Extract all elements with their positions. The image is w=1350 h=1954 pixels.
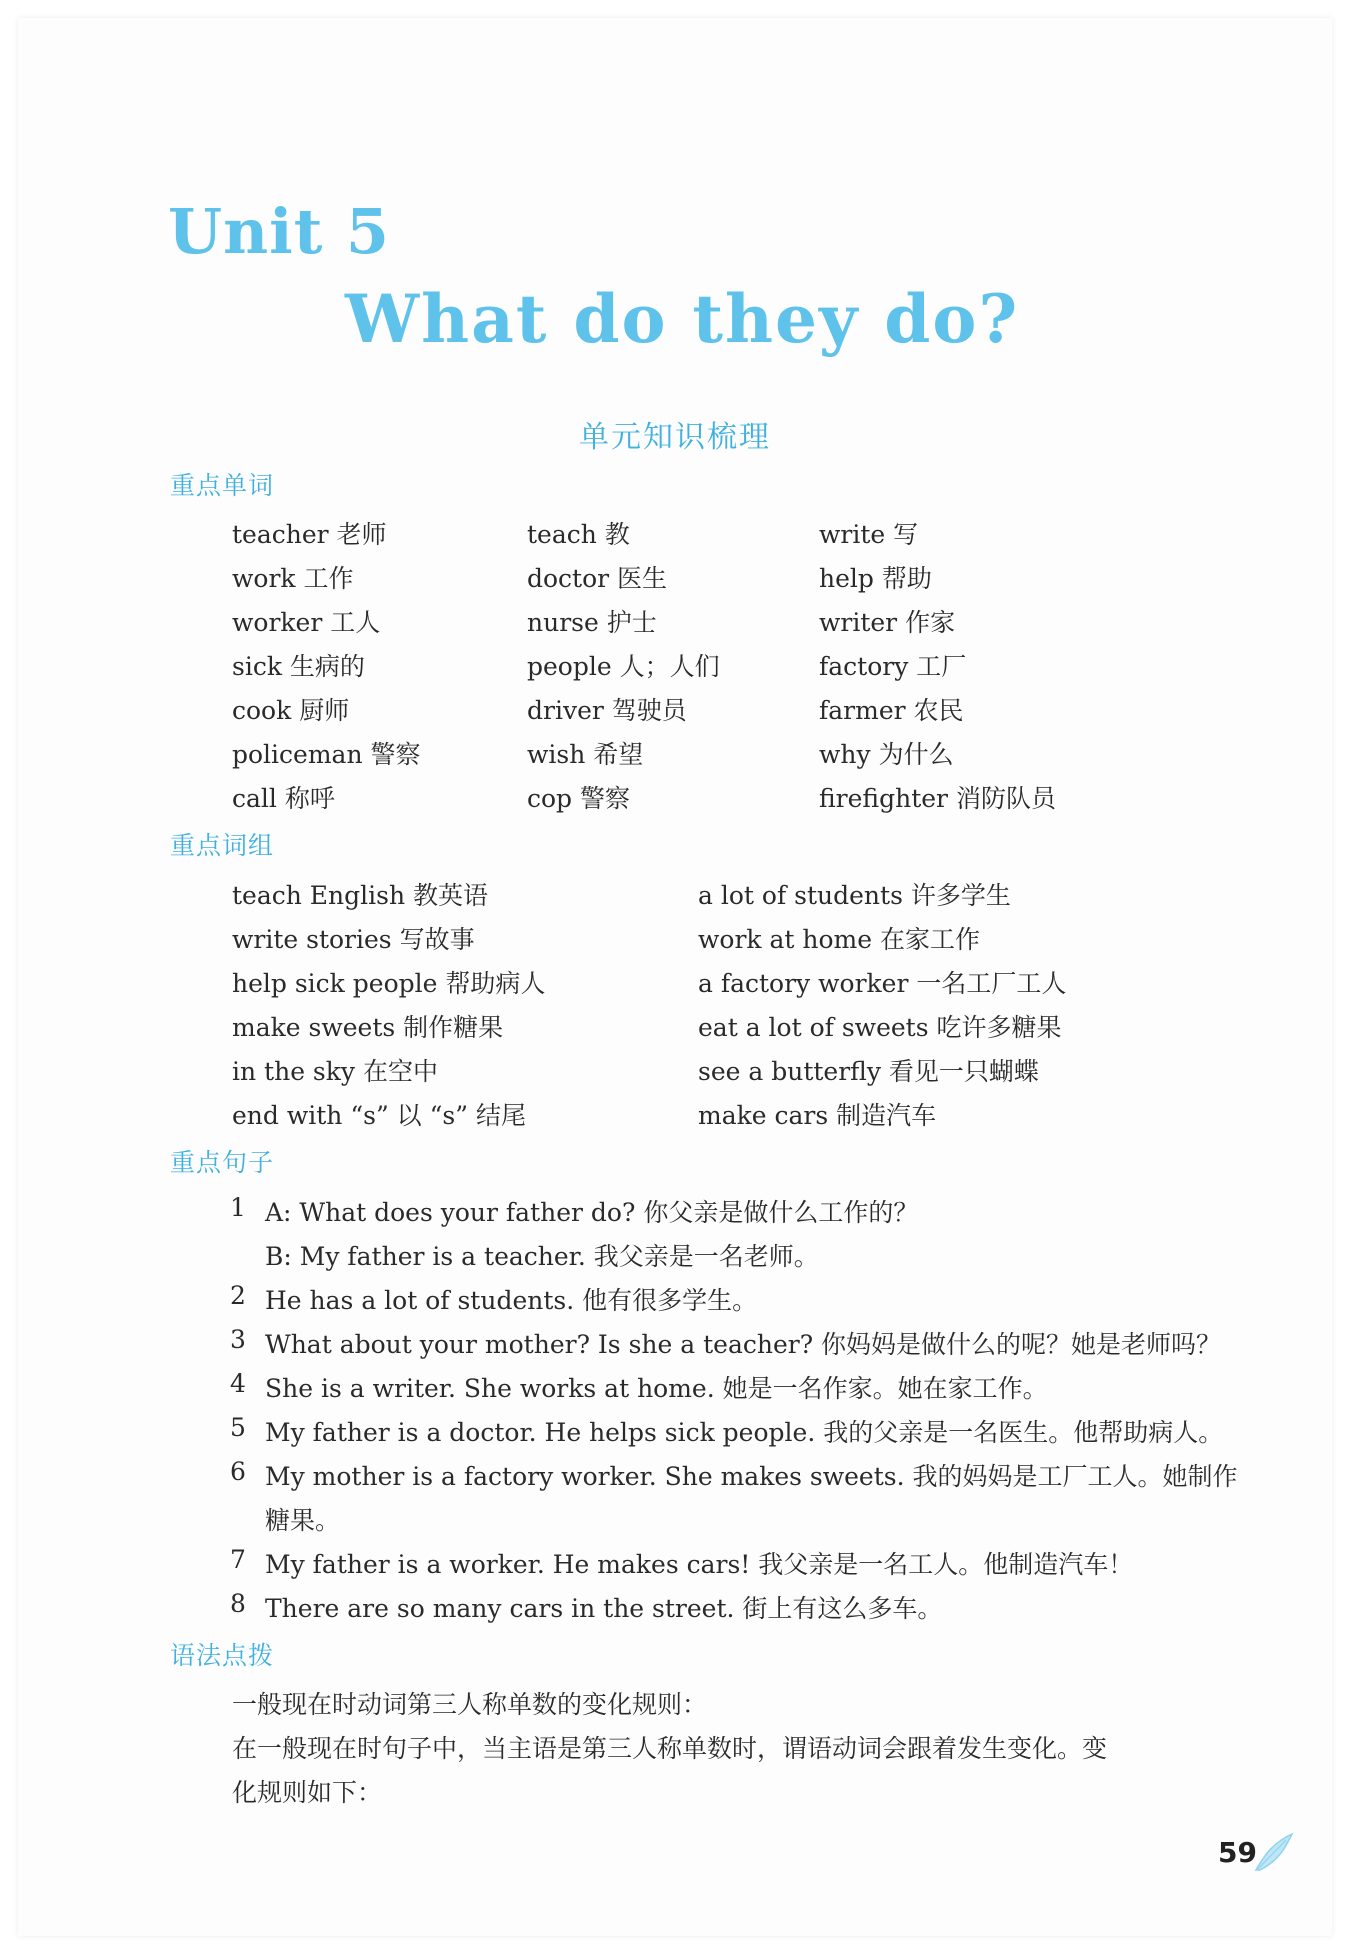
- summary-title: 单元知识梳理: [579, 420, 771, 455]
- sentence-line: There are so many cars in the street. 街上有这么多车。: [265, 1594, 943, 1623]
- phrase-item: a lot of students 许多学生: [698, 881, 1011, 910]
- unit-title: Unit 5: [168, 195, 391, 268]
- grammar-line: 在一般现在时句子中，当主语是第三人称单数时，谓语动词会跟着发生变化。变: [232, 1734, 1108, 1763]
- sentence-line: B: My father is a teacher. 我父亲是一名老师。: [265, 1242, 819, 1271]
- sentence-line: My father is a doctor. He helps sick people. 我的父亲是一名医生。他帮助病人。: [265, 1418, 1224, 1447]
- word-item: call 称呼: [232, 784, 335, 813]
- sentence-number: 2: [230, 1281, 246, 1310]
- word-item: why 为什么: [819, 740, 954, 769]
- word-item: teacher 老师: [232, 520, 387, 549]
- phrase-item: end with “s” 以 “s” 结尾: [232, 1101, 526, 1130]
- word-item: work 工作: [232, 564, 354, 593]
- word-item: farmer 农民: [819, 696, 964, 725]
- sentence-number: 3: [230, 1325, 246, 1354]
- phrase-item: teach English 教英语: [232, 881, 489, 910]
- word-item: factory 工厂: [819, 652, 967, 681]
- sentence-number: 1: [230, 1193, 246, 1222]
- unit-subtitle: What do they do?: [345, 280, 1020, 358]
- sentence-number: 5: [230, 1413, 246, 1442]
- word-item: cop 警察: [527, 784, 631, 813]
- word-item: policeman 警察: [232, 740, 421, 769]
- phrase-item: eat a lot of sweets 吃许多糖果: [698, 1013, 1062, 1042]
- phrase-item: a factory worker 一名工厂工人: [698, 969, 1067, 998]
- sentence-line: A: What does your father do? 你父亲是做什么工作的？: [265, 1198, 919, 1227]
- word-item: wish 希望: [527, 740, 644, 769]
- sentence-number: 6: [230, 1457, 246, 1486]
- section-heading-phrases: 重点词组: [170, 831, 275, 860]
- sentence-line: What about your mother? Is she a teacher? 你妈妈是做什么的呢？她是老师吗？: [265, 1330, 1222, 1359]
- word-item: driver 驾驶员: [527, 696, 687, 725]
- sentence-number: 4: [230, 1369, 246, 1398]
- word-item: doctor 医生: [527, 564, 668, 593]
- word-item: teach 教: [527, 520, 630, 549]
- word-item: writer 作家: [819, 608, 956, 637]
- word-item: people 人；人们: [527, 652, 720, 681]
- word-item: cook 厨师: [232, 696, 350, 725]
- sentence-line: My father is a worker. He makes cars! 我父亲是一名工人。他制造汽车！: [265, 1550, 1134, 1579]
- section-heading-words: 重点单词: [170, 471, 275, 500]
- word-item: help 帮助: [819, 564, 932, 593]
- phrase-item: write stories 写故事: [232, 925, 475, 954]
- word-item: firefighter 消防队员: [819, 784, 1056, 813]
- sentence-line: He has a lot of students. 他有很多学生。: [265, 1286, 758, 1315]
- page-number: 59: [1218, 1836, 1257, 1869]
- section-heading-sentences: 重点句子: [170, 1148, 275, 1177]
- section-heading-grammar: 语法点拨: [170, 1641, 275, 1670]
- word-item: nurse 护士: [527, 608, 657, 637]
- sentence-line: 糖果。: [265, 1506, 341, 1535]
- phrase-item: make cars 制造汽车: [698, 1101, 937, 1130]
- phrase-item: help sick people 帮助病人: [232, 969, 546, 998]
- sentence-line: She is a writer. She works at home. 她是一名作家。她在家工作。: [265, 1374, 1048, 1403]
- phrase-item: make sweets 制作糖果: [232, 1013, 504, 1042]
- grammar-line: 化规则如下：: [232, 1778, 383, 1807]
- sentence-number: 7: [230, 1545, 246, 1574]
- sentence-line: My mother is a factory worker. She makes sweets. 我的妈妈是工厂工人。她制作: [265, 1462, 1238, 1491]
- feather-icon: [1252, 1830, 1296, 1878]
- grammar-line: 一般现在时动词第三人称单数的变化规则：: [232, 1690, 708, 1719]
- sentence-number: 8: [230, 1589, 246, 1618]
- phrase-item: see a butterfly 看见一只蝴蝶: [698, 1057, 1039, 1086]
- word-item: worker 工人: [232, 608, 381, 637]
- word-item: write 写: [819, 520, 919, 549]
- word-item: sick 生病的: [232, 652, 365, 681]
- phrase-item: work at home 在家工作: [698, 925, 980, 954]
- phrase-item: in the sky 在空中: [232, 1057, 438, 1086]
